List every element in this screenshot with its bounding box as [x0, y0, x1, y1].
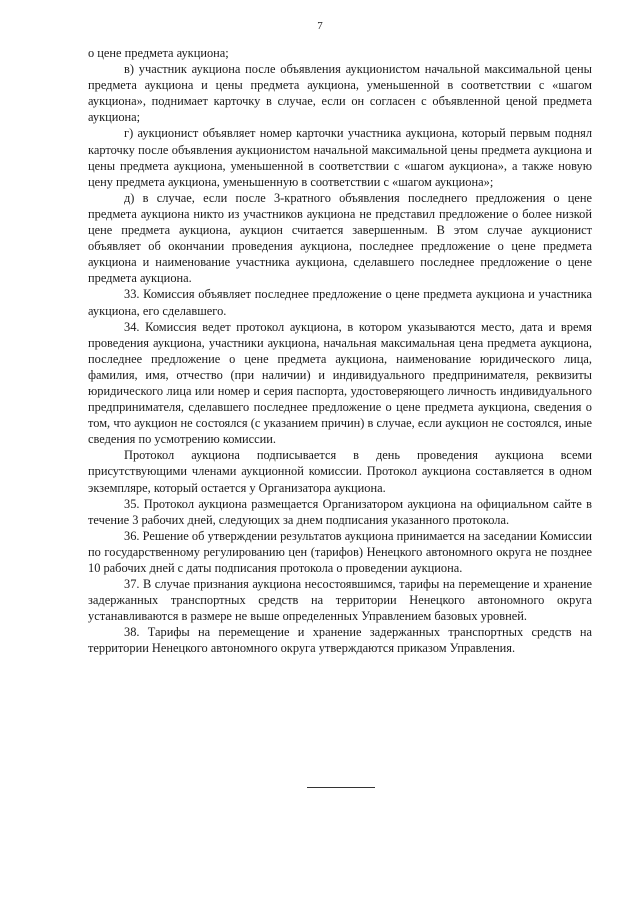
paragraph-34-protocol: Протокол аукциона подписывается в день проведения аукциона всеми присутствующими членами аукционной комиссии. Протокол аукциона составляется в одном экземпляре, который остается у Организатора аукциона.	[88, 448, 592, 495]
end-of-document-divider	[307, 787, 375, 788]
page-number: 7	[317, 20, 323, 32]
paragraph-36: 36. Решение об утверждении результатов аукциона принимается на заседании Комиссии по государственному регулированию цен (тарифов) Ненецкого автономного округа не позднее 10 рабочих дней с даты подписания протокола о проведении аукциона.	[88, 528, 592, 575]
paragraph-33: 33. Комиссия объявляет последнее предложение о цене предмета аукциона и участника аукциона, его сделавшего.	[88, 287, 592, 318]
paragraph-item-g: г) аукционист объявляет номер карточки участника аукциона, который первым поднял карточку после объявления аукционистом начальной максимальной цены предмета аукциона и цены предмета аукциона, уменьшенной в соответствии с «шагом аукциона», а также новую цену предмета аукциона, уменьшенную в соответствии с «шагом аукциона»;	[88, 126, 592, 189]
paragraph-37: 37. В случае признания аукциона несостоявшимся, тарифы на перемещение и хранение задержанных транспортных средств на территории Ненецкого автономного округа устанавливаются в размере не выше определенных Управлением базовых уровней.	[88, 577, 592, 624]
paragraph-continuation: о цене предмета аукциона;	[88, 46, 229, 60]
paragraph-item-d: д) в случае, если после 3-кратного объявления последнего предложения о цене предмета аукциона никто из участников аукциона не представил предложение о более низкой цене предмета аукциона, аукцион считается завершенным. В этом случае аукционист объявляет об окончании проведения аукциона, последнее предложение о цене предмета аукциона и наименование участника аукциона, сделавшего последнее предложение о цене предмета аукциона.	[88, 190, 592, 286]
paragraph-38: 38. Тарифы на перемещение и хранение задержанных транспортных средств на территории Ненецкого автономного округа утверждаются приказом Управления.	[88, 625, 592, 656]
paragraph-34: 34. Комиссия ведет протокол аукциона, в котором указываются место, дата и время проведения аукциона, участники аукциона, начальная максимальная цена предмета аукциона, последнее предложение о цене предмета аукциона, наименование юридического лица, фамилия, имя, отчество (при наличии) и индивидуального предпринимателя, реквизиты юридического лица или номер и серия паспорта, удостоверяющего личность индивидуального предпринимателя, сделавшего последнее предложение о цене предмета аукциона, сведения о том, что аукцион не состоялся (с указанием причин) в случае, если аукцион не состоялся, иные сведения по усмотрению комиссии.	[88, 319, 592, 447]
document-body	[88, 45, 592, 657]
paragraph-35: 35. Протокол аукциона размещается Организатором аукциона на официальном сайте в течение 3 рабочих дней, следующих за днем подписания указанного протокола.	[88, 496, 592, 527]
paragraph-item-v: в) участник аукциона после объявления аукционистом начальной максимальной цены предмета аукциона и цены предмета аукциона, уменьшенной в соответствии с «шагом аукциона», поднимает карточку в случае, если он согласен с объявленной ценой предмета аукциона;	[88, 62, 592, 125]
